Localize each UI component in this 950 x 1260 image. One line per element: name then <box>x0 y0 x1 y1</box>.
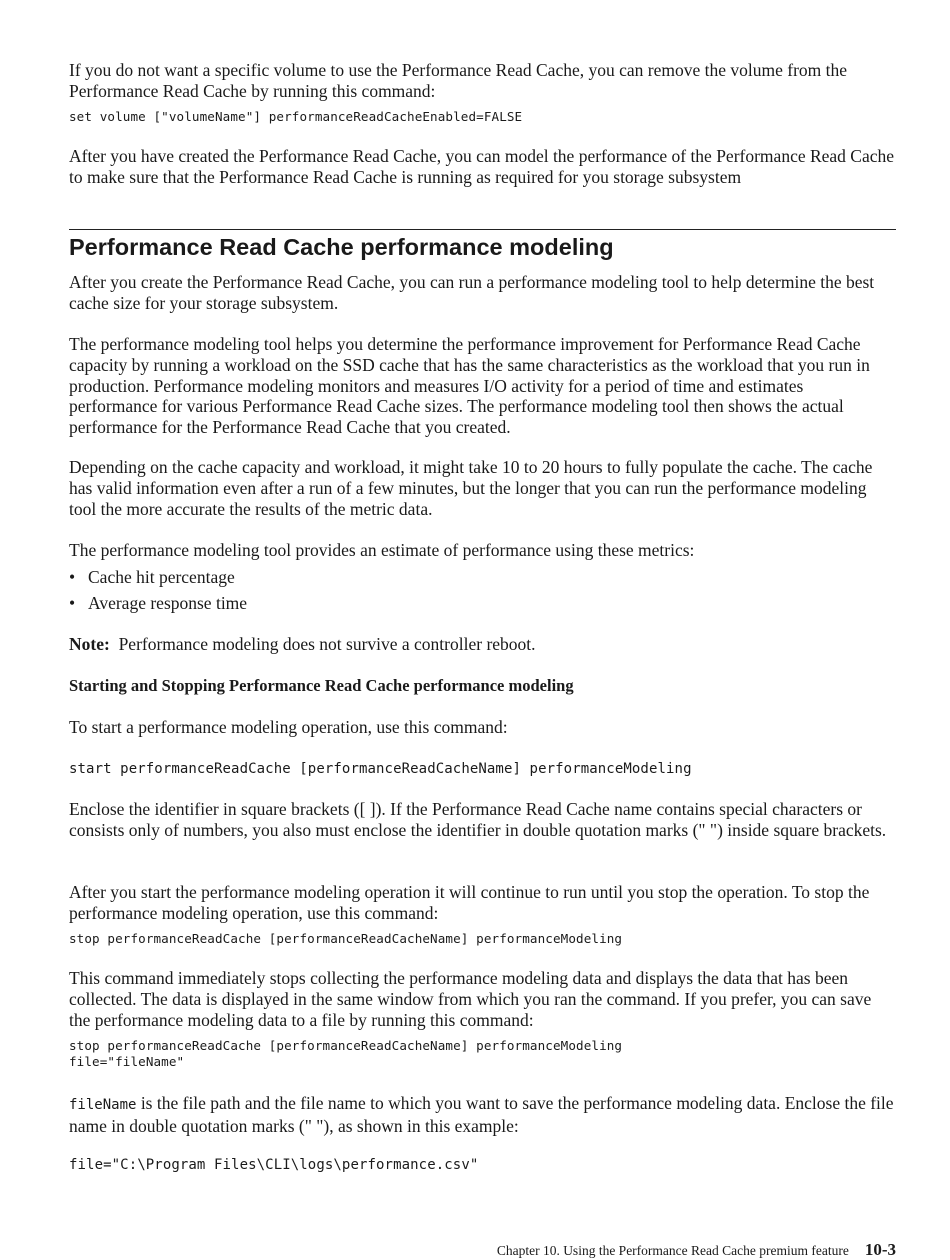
stop-command: stop performanceReadCache [performanceReadCacheName] performanceModeling <box>69 931 623 946</box>
enclose-paragraph: Enclose the identifier in square brackets ([ ]). If the Performance Read Cache name contains special characters or consists only of numbers, you also must enclose the identifier in double quotation marks (" ") inside square brackets. <box>69 799 887 840</box>
bullet-text: Cache hit percentage <box>88 567 235 587</box>
metrics-intro-paragraph: The performance modeling tool provides an estimate of performance using these metrics: <box>69 540 695 560</box>
remove-volume-command: set volume ["volumeName"] performanceReadCacheEnabled=FALSE <box>69 109 523 124</box>
subsection-heading: Starting and Stopping Performance Read Cache performance modeling <box>69 676 574 695</box>
section-heading: Performance Read Cache performance modeling <box>69 234 614 260</box>
filename-code: fileName <box>69 1097 137 1113</box>
bullet-icon: • <box>69 567 76 587</box>
page-footer <box>497 1240 896 1260</box>
page-number: 10-3 <box>864 1240 896 1259</box>
stop-file-command-line-1: stop performanceReadCache [performanceReadCacheName] performanceModeling <box>69 1038 623 1053</box>
chapter-title: Chapter 10. Using the Performance Read Cache premium feature <box>496 1243 849 1258</box>
filename-paragraph <box>69 1093 896 1137</box>
start-intro-paragraph: To start a performance modeling operation, use this command: <box>69 717 508 737</box>
capacity-paragraph: Depending on the cache capacity and workload, it might take 10 to 20 hours to fully populate the cache. The cache has valid information even after a run of a few minutes, but the longer that you can run the performance modeling tool the more accurate the results of the metric data. <box>69 457 873 519</box>
stop-intro-paragraph: After you start the performance modeling operation it will continue to run until you stop the operation. To stop the performance modeling operation, use this command: <box>69 882 870 923</box>
section-divider <box>69 229 896 230</box>
note-label: Note: <box>69 634 110 654</box>
start-command: start performanceReadCache [performanceReadCacheName] performanceModeling <box>69 761 692 777</box>
after-create-paragraph: After you have created the Performance Read Cache, you can model the performance of the Performance Read Cache to make sure that the Performance Read Cache is running as required for you storage subsystem <box>69 146 895 187</box>
bullet-text: Average response time <box>88 593 248 613</box>
stop-description-paragraph: This command immediately stops collecting the performance modeling data and displays the data that has been collected. The data is displayed in the same window from which you ran the command. If you prefer, you can save the performance modeling data to a file by running this command: <box>69 968 872 1030</box>
stop-file-command-line-2: file="fileName" <box>69 1054 185 1069</box>
note-text: Performance modeling does not survive a controller reboot. <box>118 634 536 654</box>
example-command: file="C:\Program Files\CLI\logs\performance.csv" <box>69 1157 479 1173</box>
remove-volume-paragraph: If you do not want a specific volume to use the Performance Read Cache, you can remove the volume from the Performance Read Cache by running this command: <box>69 60 848 101</box>
bullet-icon: • <box>69 593 76 613</box>
section-intro-paragraph: After you create the Performance Read Cache, you can run a performance modeling tool to help determine the best cache size for your storage subsystem. <box>69 272 875 313</box>
filename-text: is the file path and the file name to which you want to save the performance modeling data. Enclose the file name in double quotation marks (" "), as shown in this example: <box>69 1093 894 1136</box>
note-paragraph <box>69 634 896 655</box>
modeling-tool-paragraph: The performance modeling tool helps you determine the performance improvement for Performance Read Cache capacity by running a workload on the SSD cache that has the same characteristics as the workload that you run in production. Performance modeling monitors and measures I/O activity for a period of time and estimates performance for various Performance Read Cache sizes. The performance modeling tool then shows the actual performance for the Performance Read Cache that you created. <box>69 334 870 438</box>
